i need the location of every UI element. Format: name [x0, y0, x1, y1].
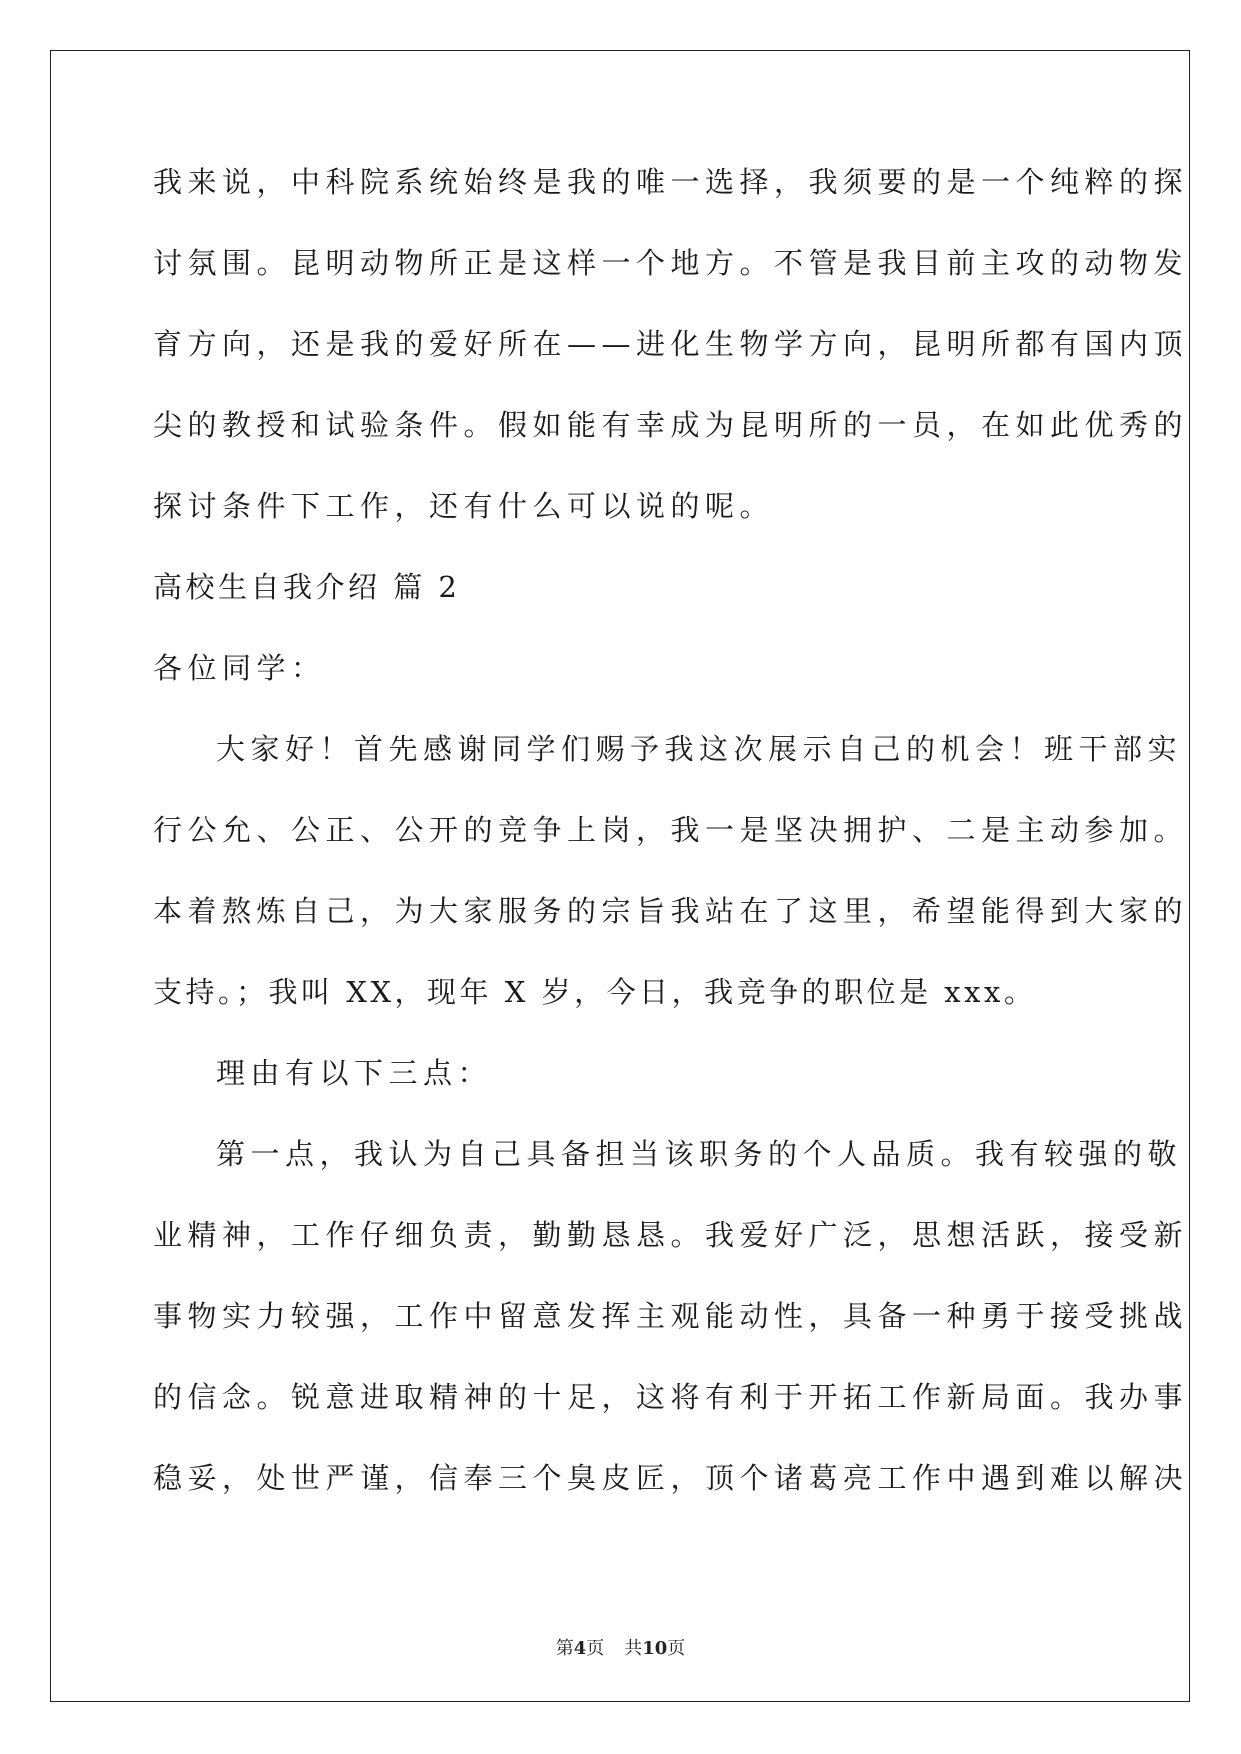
- text-line: 讨氛围。昆明动物所正是这样一个地方。不管是我目前主攻的动物发: [153, 246, 1189, 280]
- text-line: 大家好！首先感谢同学们赐予我这次展示自己的机会！班干部实: [216, 732, 1183, 766]
- text-line: 支持。；我叫 XX，现年 X 岁，今日，我竞争的职位是 xxx。: [153, 975, 1037, 1009]
- text-line: 事物实力较强，工作中留意发挥主观能动性，具备一种勇于接受挑战: [153, 1299, 1189, 1333]
- text-line: 我来说，中科院系统始终是我的唯一选择，我须要的是一个纯粹的探: [153, 165, 1189, 199]
- section-heading: 高校生自我介绍 篇 2: [153, 570, 461, 604]
- page-footer: [0, 1634, 1241, 1660]
- text-line: 尖的教授和试验条件。假如能有幸成为昆明所的一员，在如此优秀的: [153, 408, 1189, 442]
- footer-page-prefix: 第: [555, 1638, 574, 1659]
- document-body: [153, 162, 1189, 1539]
- text-line: 探讨条件下工作，还有什么可以说的呢。: [153, 489, 775, 523]
- footer-page-mid: 页: [586, 1638, 605, 1659]
- footer-page-total: 10: [642, 1638, 668, 1659]
- text-line: 业精神，工作仔细负责，勤勤恳恳。我爱好广泛，思想活跃，接受新: [153, 1218, 1189, 1252]
- text-line: 的信念。锐意进取精神的十足，这将有利于开拓工作新局面。我办事: [153, 1380, 1189, 1414]
- text-line: 本着熬炼自己，为大家服务的宗旨我站在了这里，希望能得到大家的: [153, 894, 1189, 928]
- text-line: 理由有以下三点：: [216, 1056, 493, 1090]
- text-line: 稳妥，处世严谨，信奉三个臭皮匠，顶个诸葛亮工作中遇到难以解决: [153, 1461, 1189, 1495]
- text-line: 行公允、公正、公开的竞争上岗，我一是坚决拥护、二是主动参加。: [153, 813, 1189, 847]
- salutation: 各位同学：: [153, 651, 326, 685]
- text-line: 第一点，我认为自己具备担当该职务的个人品质。我有较强的敬: [216, 1137, 1183, 1171]
- footer-total-suffix: 页: [667, 1638, 686, 1659]
- text-line: 育方向，还是我的爱好所在——进化生物学方向，昆明所都有国内顶: [153, 327, 1189, 361]
- footer-page-current: 4: [573, 1638, 587, 1659]
- footer-total-prefix: 共: [624, 1638, 643, 1659]
